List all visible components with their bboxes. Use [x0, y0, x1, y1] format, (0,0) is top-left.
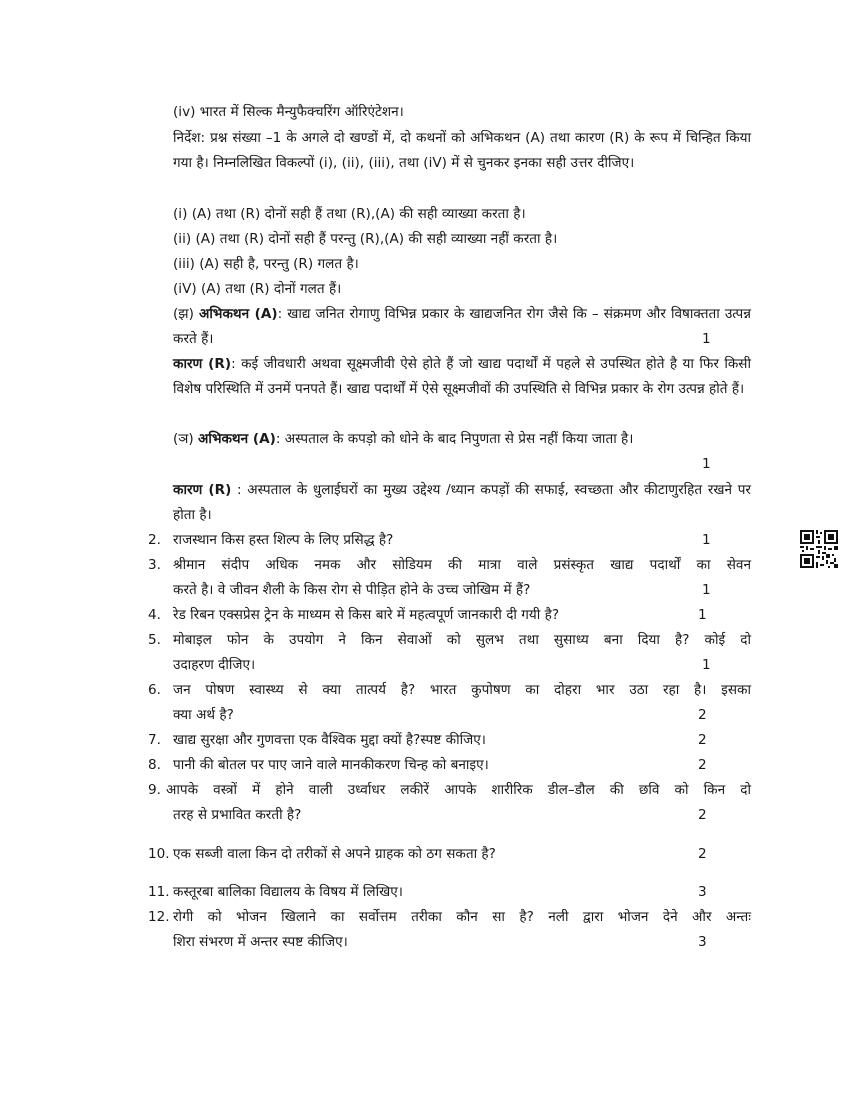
- question-3-text-line2: करते है। वे जीवन शैली के किस रोग से पीड़ित होने के उच्च जोखिम में हैं?: [173, 582, 531, 598]
- reason-ja: [173, 478, 751, 528]
- question-4-marks: 1: [698, 607, 707, 623]
- question-10-number: 10.: [148, 846, 170, 862]
- question-4-text: रेड रिबन एक्सप्रेस ट्रेन के माध्यम से किस बारे में महत्वपूर्ण जानकारी दी गयी है?: [173, 607, 560, 623]
- qr-code-icon: [800, 530, 838, 568]
- question-9-text-line2: तरह से प्रभावित करती है?: [173, 807, 302, 823]
- question-8-marks: 2: [698, 757, 707, 773]
- assertion-jha-marks: 1: [702, 331, 711, 347]
- choice-ii: (ii) (A) तथा (R) दोनों सही हैं परन्तु (R),(A) की सही व्याख्या नहीं करता है।: [173, 231, 558, 247]
- question-9-marks: 2: [698, 807, 707, 823]
- question-6-number: 6.: [148, 682, 161, 698]
- assertion-ja-text: : अस्पताल के कपड़ो को धोने के बाद निपुणता से प्रेस नहीं किया जाता है।: [275, 431, 634, 447]
- reason-ja-text: : अस्पताल के धुलाईघरों का मुख्य उद्देश्य /ध्यान कपड़ों की सफाई, स्वच्छता और कीटाणुरहित रखने पर होता है।: [173, 482, 751, 523]
- question-2-marks: 1: [702, 532, 711, 548]
- assertion-jha: [173, 302, 751, 352]
- reason-jha-text: : कई जीवधारी अथवा सूक्ष्मजीवी ऐसे होते हैं जो खाद्य पदार्थों में पहले से उपस्थित होते है या फिर किसी विशेष परिस्थिति में उनमें पनपते हैं। खाद्य पदार्थों में ऐसे सूक्ष्मजीवों की उपस्थिति से विभिन्न प्रकार के रोग उत्पन्न होते हैं।: [173, 356, 751, 397]
- reason-jha-title: कारण (R): [173, 356, 232, 372]
- question-11-marks: 3: [698, 884, 707, 900]
- assertion-ja-title: अभिकथन (A): [198, 431, 276, 447]
- question-7-marks: 2: [698, 732, 707, 748]
- question-3-marks: 1: [702, 582, 711, 598]
- question-5-text-line2: उदाहरण दीजिए।: [173, 657, 256, 673]
- question-10-text: एक सब्जी वाला किन दो तरीकों से अपने ग्राहक को ठग सकता है?: [173, 846, 496, 862]
- question-2-number: 2.: [148, 532, 161, 548]
- reason-ja-title: कारण (R): [173, 482, 232, 498]
- choice-iv: (iV) (A) तथा (R) दोनों गलत हैं।: [173, 281, 342, 297]
- question-12-text-line1: रोगी को भोजन खिलाने का सर्वोत्तम तरीका कौन सा है? नली द्वारा भोजन देने और अन्तः: [173, 909, 751, 925]
- question-6-text-line1: जन पोषण स्वास्थ्य से क्या तात्पर्य है? भारत कुपोषण का दोहरा भार उठा रहा है। इसका: [173, 682, 751, 698]
- question-11-number: 11.: [148, 884, 170, 900]
- assertion-jha-label: (झ): [173, 306, 194, 322]
- question-7-number: 7.: [148, 732, 161, 748]
- instruction-paragraph: निर्देश: प्रश्न संख्या –1 के अगले दो खण्डों में, दो कथनों को अभिकथन (A) तथा कारण (R) के रूप में चिन्हित किया गया है। निम्नलिखित विकल्पों (i), (ii), (iii), तथा (iV) में से चुनकर इनका सही उत्तर दीजिए।: [173, 130, 751, 171]
- question-8-number: 8.: [148, 757, 161, 773]
- question-6-marks: 2: [698, 707, 707, 723]
- question-10-marks: 2: [698, 846, 707, 862]
- question-4-number: 4.: [148, 607, 161, 623]
- question-3-text-line1: श्रीमान संदीप अधिक नमक और सोडियम की मात्रा वाले प्रसंस्कृत खाद्य पदार्थों का सेवन: [173, 557, 751, 573]
- question-9-number: 9.: [148, 782, 161, 798]
- question-2-text: राजस्थान किस हस्त शिल्प के लिए प्रसिद्ध है?: [173, 532, 394, 548]
- choice-i: (i) (A) तथा (R) दोनों सही हैं तथा (R),(A) की सही व्याख्या करता है।: [173, 206, 526, 222]
- assertion-ja: [173, 427, 751, 452]
- question-5-text-line1: मोबाइल फोन के उपयोग ने किन सेवाओं को सुलभ तथा सुसाध्य बना दिया है? कोई दो: [173, 632, 751, 648]
- question-6-text-line2: क्या अर्थ है?: [173, 707, 234, 723]
- question-12-number: 12.: [148, 909, 170, 925]
- question-12-marks: 3: [698, 934, 707, 950]
- question-11-text: कस्तूरबा बालिका विद्यालय के विषय में लिखिए।: [173, 884, 403, 900]
- reason-jha: [173, 352, 751, 402]
- question-12-text-line2: शिरा संभरण में अन्तर स्पष्ट कीजिए।: [173, 934, 348, 950]
- assertion-ja-marks: 1: [702, 456, 711, 472]
- question-9-text-line1: आपके वस्त्रों में होने वाली उर्ध्वाधर लकीरें आपके शारीरिक डील–डौल की छवि को किन दो: [166, 782, 751, 798]
- option-iv-line: (iv) भारत में सिल्क मैन्युफैक्चरिंग ऑरिएंटेशन।: [173, 104, 404, 120]
- question-8-text: पानी की बोतल पर पाए जाने वाले मानकीकरण चिन्ह को बनाइए।: [173, 757, 489, 773]
- question-7-text: खाद्य सुरक्षा और गुणवत्ता एक वैश्विक मुद्दा क्यों है?स्पष्ट कीजिए।: [173, 732, 486, 748]
- choice-iii: (iii) (A) सही है, परन्तु (R) गलत है।: [173, 256, 359, 272]
- assertion-jha-title: अभिकथन (A): [198, 306, 278, 322]
- assertion-ja-label: (ञ): [173, 431, 194, 447]
- question-5-marks: 1: [702, 657, 711, 673]
- question-3-number: 3.: [148, 557, 161, 573]
- assertion-jha-text: : खाद्य जनित रोगाणु विभिन्न प्रकार के खाद्यजनित रोग जैसे कि – संक्रमण और विषाक्तता उत्पन्न करते हैं।: [173, 306, 751, 347]
- question-5-number: 5.: [148, 632, 161, 648]
